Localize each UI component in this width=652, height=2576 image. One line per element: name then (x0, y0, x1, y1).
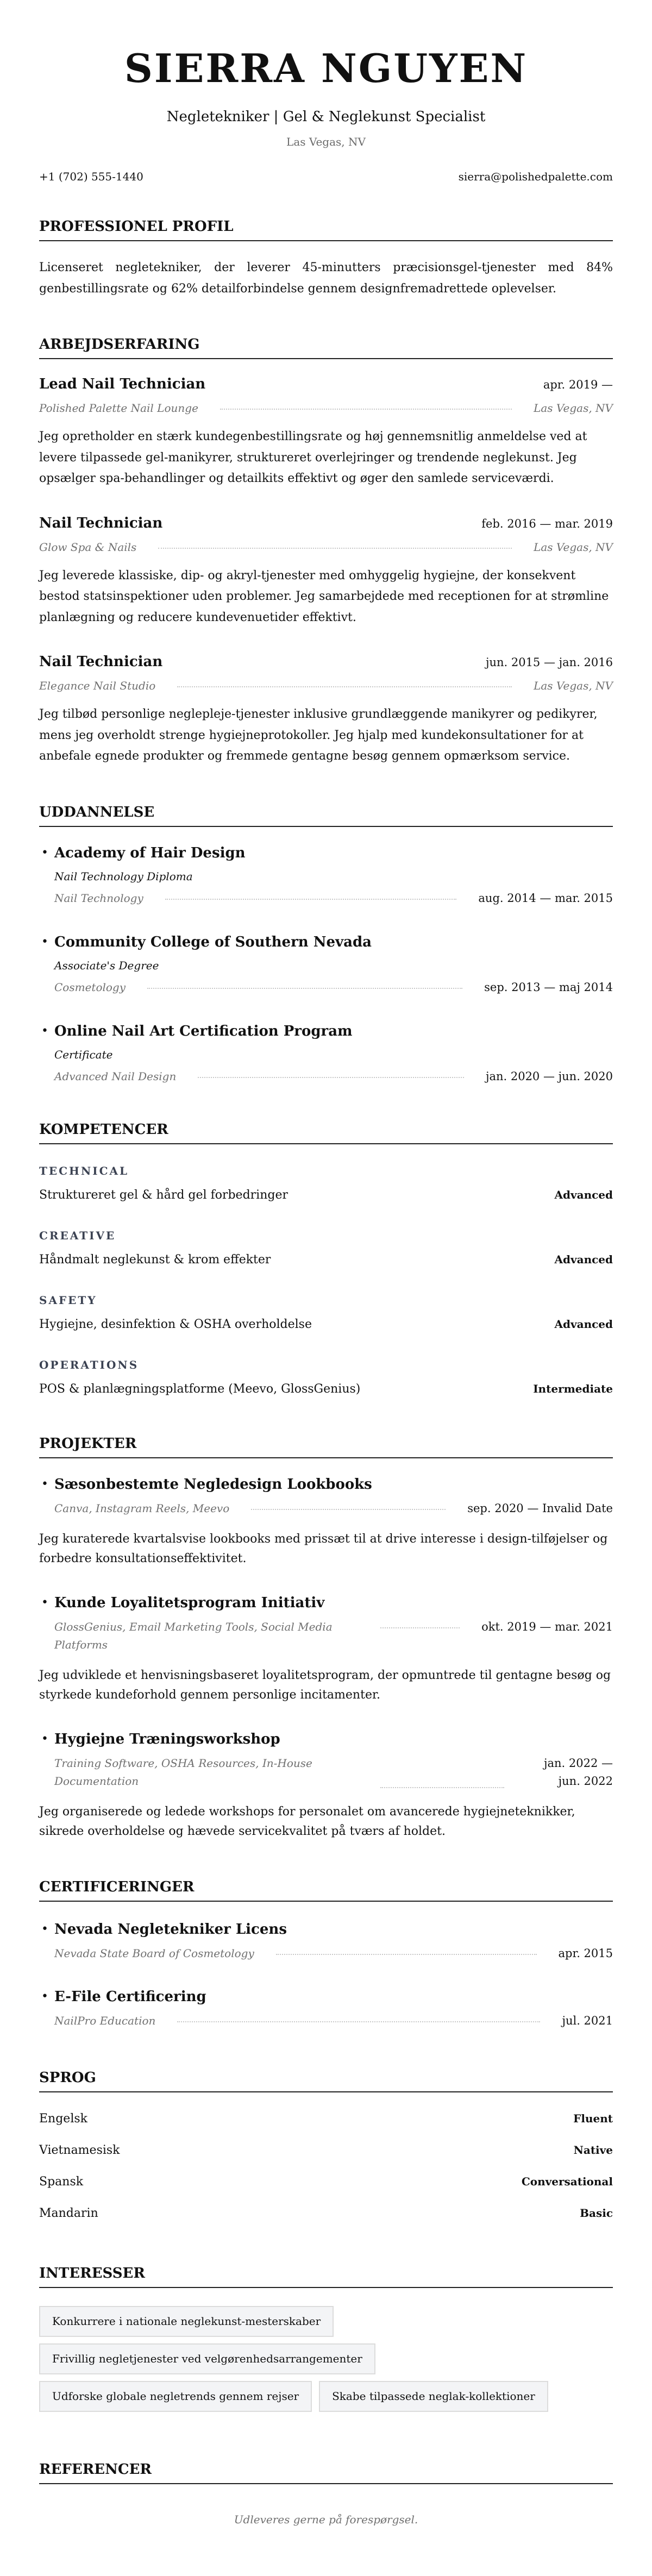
education-dates: aug. 2014 — mar. 2015 (478, 891, 613, 905)
project-meta (54, 1618, 613, 1654)
project-dates: jan. 2022 — jun. 2022 (543, 1756, 613, 1788)
languages-section (39, 2069, 613, 2223)
bullet-icon: • (41, 1732, 48, 1746)
references-section (39, 2460, 613, 2528)
skill-row (39, 1380, 613, 1399)
school-name: Community College of Southern Nevada (54, 933, 372, 950)
education-dates: jan. 2020 — jun. 2020 (485, 1069, 613, 1083)
section-heading: KOMPETENCER (39, 1120, 613, 1144)
education-entry (39, 933, 613, 995)
job-title: Lead Nail Technician (39, 376, 206, 392)
certification-issuer: Nevada State Board of Cosmetology (54, 1946, 254, 1960)
section-heading: PROJEKTER (39, 1434, 613, 1458)
company-name: Elegance Nail Studio (39, 679, 156, 692)
interest-tag: Udforske globale negletrends gennem rejser (39, 2381, 312, 2412)
company-name: Polished Palette Nail Lounge (39, 402, 198, 415)
candidate-title: Negletekniker | Gel & Neglekunst Specialist (166, 109, 486, 125)
job-header (39, 375, 613, 393)
job-entry (39, 375, 613, 490)
job-dates: feb. 2016 — mar. 2019 (481, 517, 613, 530)
job-description: Jeg leverede klassiske, dip- og akryl-tjenester med omhyggelig hygiejne, der konsekvent bestod statsinspektioner uden problemer. Jeg samarbejdede med receptionen for at strømline planlægning og reducere kundevenuetider effektivt. (39, 568, 609, 624)
interest-tags (39, 2306, 613, 2418)
dotted-leader (147, 988, 462, 989)
certification-name: E-File Certificering (54, 1988, 206, 2005)
dotted-leader (165, 899, 457, 900)
degree: Certificate (54, 1048, 113, 1061)
dotted-leader (220, 409, 512, 410)
project-entry (39, 1475, 613, 1569)
certifications-section (39, 1878, 613, 2029)
bullet-icon: • (41, 1477, 48, 1491)
project-list (39, 1475, 613, 1842)
language-level: Native (573, 2143, 613, 2157)
language-name: Vietnamesisk (39, 2143, 120, 2157)
skills-section (39, 1120, 613, 1399)
job-location: Las Vegas, NV (534, 402, 613, 415)
school-name: Online Nail Art Certification Program (54, 1023, 353, 1039)
project-description: Jeg organiserede og ledede workshops for personalet om avancerede hygiejneteknikker, sikrede overholdelse og hævede servicekvalitet på tværs af holdet. (39, 1804, 575, 1838)
certification-entry (39, 1988, 613, 2029)
interest-tag: Skabe tilpassede neglak-kollektioner (319, 2381, 548, 2412)
skill-name: POS & planlægningsplatforme (Meevo, GlossGenius) (39, 1382, 361, 1396)
language-name: Mandarin (39, 2206, 98, 2220)
dotted-leader (158, 548, 512, 549)
project-meta (54, 1500, 613, 1518)
bullet-icon: • (41, 845, 48, 860)
skill-row (39, 1250, 613, 1269)
certification-meta (54, 2013, 613, 2029)
profile-text: Licenseret negletekniker, der leverer 45-minutters præcisionsgel-tjenester med 84% genbestillingsrate og 62% detailforbindelse gennem designfremadrettede oplevelser. (39, 261, 613, 296)
language-row (39, 2204, 613, 2223)
dotted-leader (276, 1954, 537, 1955)
profile-section (39, 217, 613, 299)
bullet-icon: • (41, 1024, 48, 1038)
language-level: Basic (580, 2206, 613, 2220)
project-title: Kunde Loyalitetsprogram Initiativ (54, 1594, 325, 1611)
bullet-icon: • (41, 1922, 48, 1936)
candidate-location: Las Vegas, NV (286, 135, 366, 148)
school-name: Academy of Hair Design (54, 844, 246, 861)
project-dates: sep. 2020 — Invalid Date (467, 1501, 613, 1515)
skill-level: Advanced (554, 1317, 613, 1331)
bullet-icon: • (41, 1595, 48, 1609)
company-name: Glow Spa & Nails (39, 540, 137, 554)
skill-name: Håndmalt neglekunst & krom effekter (39, 1252, 271, 1267)
job-dates: apr. 2019 — (543, 378, 613, 391)
education-section (39, 803, 613, 1085)
dotted-leader (251, 1509, 446, 1510)
project-meta (54, 1754, 613, 1790)
skill-category: OPERATIONS (39, 1358, 139, 1371)
job-entry (39, 514, 613, 629)
education-meta (54, 1068, 613, 1085)
certification-list (39, 1920, 613, 2029)
job-location: Las Vegas, NV (534, 679, 613, 692)
phone: +1 (702) 555-1440 (39, 170, 143, 183)
interest-tag: Frivillig negletjenester ved velgørenhedsarrangementer (39, 2343, 375, 2374)
skill-level: Intermediate (533, 1382, 613, 1395)
project-entry (39, 1594, 613, 1706)
education-meta (54, 979, 613, 995)
job-header (39, 514, 613, 532)
certification-entry (39, 1920, 613, 1961)
section-heading: PROFESSIONEL PROFIL (39, 217, 613, 241)
project-tools: Canva, Instagram Reels, Meevo (54, 1501, 230, 1515)
bullet-icon: • (41, 1989, 48, 2003)
project-description: Jeg udviklede et henvisningsbaseret loyalitetsprogram, der opmuntrede til gentagne besøg og styrkede kundeforhold gennem personlige incitamenter. (39, 1668, 611, 1702)
resume-header (39, 47, 613, 184)
interest-tag: Konkurrere i nationale neglekunst-mesterskaber (39, 2306, 334, 2337)
job-header (39, 653, 613, 671)
job-title: Nail Technician (39, 654, 163, 670)
degree: Associate's Degree (54, 958, 159, 972)
field-of-study: Advanced Nail Design (54, 1069, 177, 1083)
language-row (39, 2109, 613, 2128)
candidate-name: SIERRA NGUYEN (124, 45, 528, 91)
bullet-icon: • (41, 935, 48, 949)
degree: Nail Technology Diploma (54, 869, 193, 883)
skill-level: Advanced (554, 1252, 613, 1266)
dotted-leader (177, 686, 512, 687)
skill-category: SAFETY (39, 1293, 97, 1307)
project-title: Hygiejne Træningsworkshop (54, 1731, 280, 1747)
field-of-study: Nail Technology (54, 891, 143, 905)
dotted-leader (380, 1627, 460, 1628)
job-location: Las Vegas, NV (534, 540, 613, 554)
language-name: Engelsk (39, 2111, 87, 2126)
job-meta (39, 539, 613, 555)
section-heading: ARBEJDSERFARING (39, 335, 613, 359)
project-tools: GlossGenius, Email Marketing Tools, Social Media Platforms (54, 1620, 333, 1651)
language-row (39, 2141, 613, 2160)
job-meta (39, 400, 613, 416)
skill-list (39, 1164, 613, 1399)
project-description: Jeg kuraterede kvartalsvise lookbooks med prissæt til at drive interesse i design-tilføjelser og forbedre konsultationseffektivitet. (39, 1532, 608, 1565)
references-text: Udleveres gerne på forespørgsel. (234, 2512, 418, 2526)
education-meta (54, 890, 613, 906)
project-title: Sæsonbestemte Negledesign Lookbooks (54, 1476, 372, 1493)
language-name: Spansk (39, 2174, 84, 2189)
skill-category: TECHNICAL (39, 1164, 129, 1177)
field-of-study: Cosmetology (54, 980, 126, 994)
dotted-leader (177, 2021, 540, 2022)
language-level: Fluent (573, 2111, 613, 2125)
skill-row (39, 1315, 613, 1334)
job-entry (39, 653, 613, 767)
section-heading: REFERENCER (39, 2460, 613, 2484)
skill-row (39, 1186, 613, 1205)
section-heading: INTERESSER (39, 2264, 613, 2288)
section-heading: CERTIFICERINGER (39, 1878, 613, 1902)
skill-level: Advanced (554, 1188, 613, 1201)
certification-date: apr. 2015 (558, 1946, 613, 1960)
certification-meta (54, 1945, 613, 1961)
education-entry (39, 844, 613, 906)
skill-category: CREATIVE (39, 1229, 116, 1242)
dotted-leader (198, 1077, 464, 1078)
projects-section (39, 1434, 613, 1842)
job-meta (39, 678, 613, 694)
job-list (39, 375, 613, 767)
experience-section (39, 335, 613, 767)
certification-name: Nevada Negletekniker Licens (54, 1921, 287, 1938)
job-title: Nail Technician (39, 515, 163, 531)
project-tools: Training Software, OSHA Resources, In-House Documentation (54, 1756, 312, 1788)
job-description: Jeg tilbød personlige neglepleje-tjenester inklusive grundlæggende manikyrer og pedikyrer, mens jeg overholdt strenge hygiejneprotokoller. Jeg hjalp med kundekonsultationer for at anbefale egnede produkter og fremmede gentagne besøg gennem opmærksom service. (39, 707, 598, 763)
language-row (39, 2172, 613, 2191)
interests-section (39, 2264, 613, 2418)
certification-date: jul. 2021 (562, 2014, 613, 2027)
language-level: Conversational (521, 2174, 613, 2188)
section-heading: SPROG (39, 2069, 613, 2092)
language-list (39, 2109, 613, 2223)
education-dates: sep. 2013 — maj 2014 (484, 980, 613, 994)
education-list (39, 844, 613, 1085)
dotted-leader (380, 1787, 504, 1788)
email: sierra@polishedpalette.com (458, 170, 613, 183)
job-description: Jeg opretholder en stærk kundegenbestillingsrate og høj gennemsnitlig anmeldelse ved at levere tilpassede gel-manikyrer, struktureret overlejringer og trendende neglekunst. Jeg opsælger spa-behandlinger og detailkits effektivt og øger den samlede serviceværdi. (39, 430, 587, 485)
skill-name: Hygiejne, desinfektion & OSHA overholdelse (39, 1317, 312, 1331)
certification-issuer: NailPro Education (54, 2014, 156, 2027)
job-dates: jun. 2015 — jan. 2016 (485, 656, 613, 669)
project-entry (39, 1730, 613, 1842)
project-dates: okt. 2019 — mar. 2021 (481, 1620, 613, 1633)
contact-row (39, 169, 613, 184)
education-entry (39, 1022, 613, 1085)
skill-name: Struktureret gel & hård gel forbedringer (39, 1188, 288, 1202)
section-heading: UDDANNELSE (39, 803, 613, 827)
